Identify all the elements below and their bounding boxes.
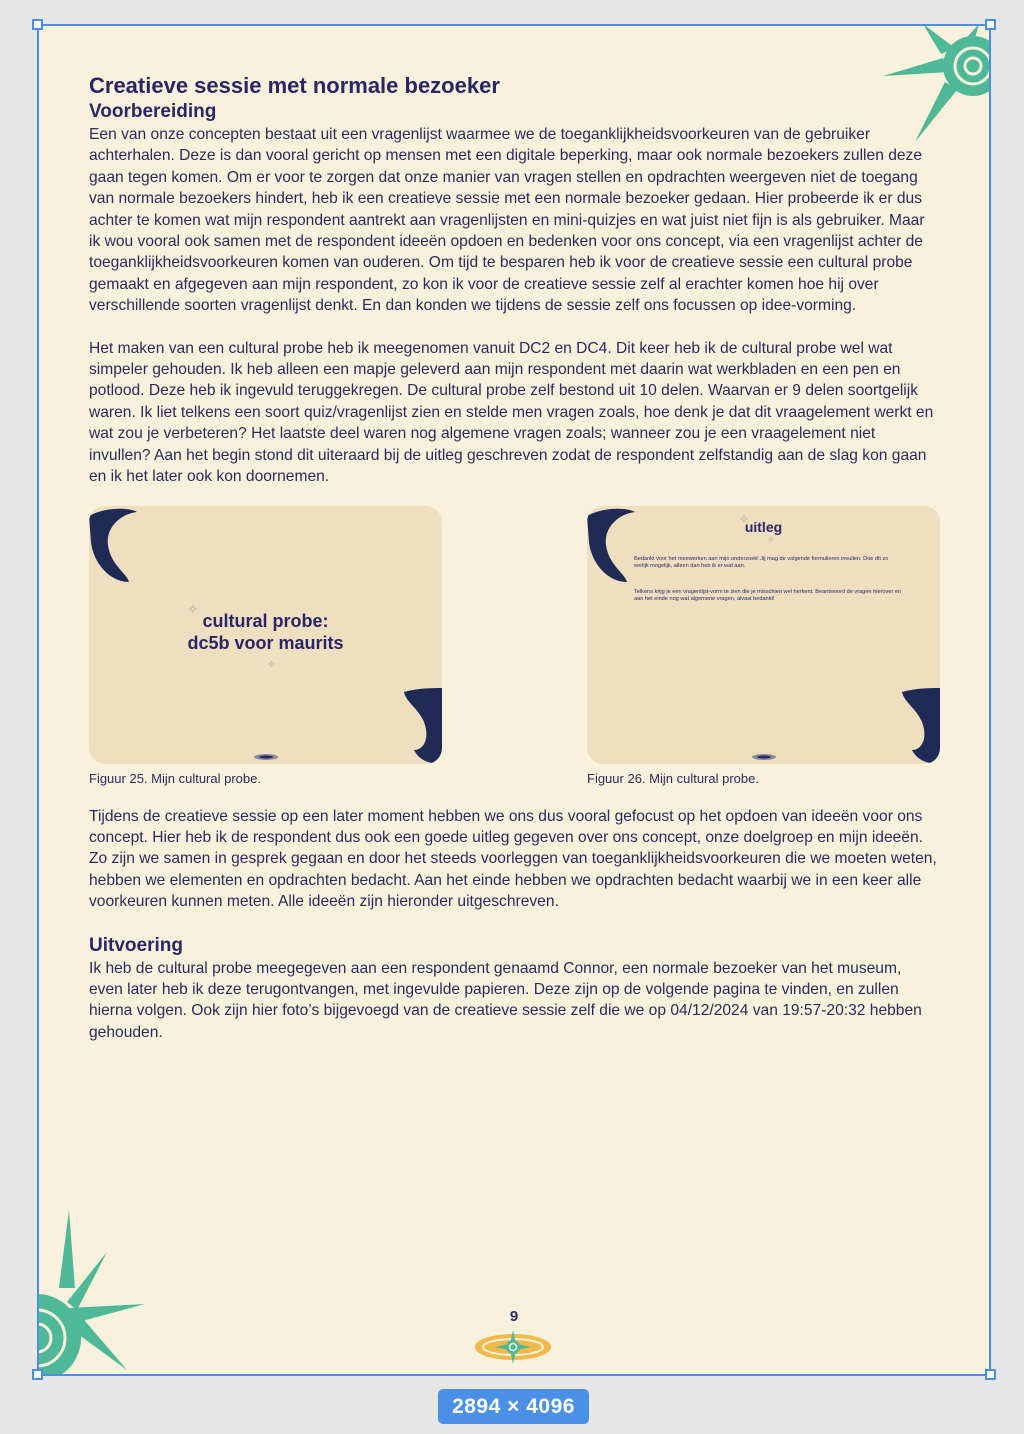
slide-text: Bedankt voor het meewerken aan mijn onderzoek! Jij mag de volgende formulieren invullen. Doe dit zo eerlijk mogelijk, alleen dan heb ik er wat aan. — [634, 555, 889, 569]
sparkle-icon: ✧ — [767, 534, 776, 546]
sparkle-icon: ✧ — [267, 658, 277, 671]
figure-row — [89, 506, 939, 806]
sparkle-icon: ✧ — [739, 511, 750, 526]
paragraph: Tijdens de creatieve sessie op een later moment hebben we ons dus vooral gefocust op het opdoen van ideeën voor ons concept. Hier heb ik de respondent dus ook een goede uitleg gegeven over ons concept, onze doelgroep en mijn ideeën. Zo zijn we samen in gesprek gegaan en door het steeds voorleggen van toeganklijkheidsvoorkeuren die we moeten weten, hebben we elementen en opdrachten bedacht. Aan het einde hebben we opdrachten bedacht waarbij we in een keer alle voorkeuren kunnen meten. Alle ideeën zijn hieronder uitgeschreven. — [89, 807, 937, 911]
swirl-decoration-icon — [898, 688, 940, 764]
paragraph: Ik heb de cultural probe meegegeven aan een respondent genaamd Connor, een normale bezoeker van het museum, even later heb ik deze terugontvangen, met ingevulde papieren. Deze zijn op de volgende pagina te vinden, en zullen hierna volgen. Ook zijn hier foto’s bijgevoegd van de creatieve sessie zelf die we op 04/12/2024 van 19:57-20:32 hebben gehouden. — [89, 959, 922, 1041]
resize-handle-bottom-right[interactable] — [985, 1369, 996, 1380]
slide-image — [587, 506, 940, 764]
slide-title — [89, 610, 442, 654]
sun-decoration-icon — [37, 1210, 149, 1376]
sparkle-icon: ✧ — [187, 600, 199, 617]
section-heading-uitvoering: Uitvoering — [89, 934, 183, 956]
document-content — [89, 72, 939, 1043]
slide-title: uitleg — [744, 518, 783, 535]
resize-handle-top-left[interactable] — [32, 19, 43, 30]
footer-logo-icon — [473, 1330, 553, 1364]
paragraph: Een van onze concepten bestaat uit een vragenlijst waarmee we de toeganklijkheidsvoorkeuren van de gebruiker achterhalen. Deze is dan vooral gericht op mensen met een digitale beperking, maar ook normale bezoekers zullen deze gaan tegen komen. Om er voor te zorgen dat onze manier van vragen stellen en opdrachten weergeven niet de toegang van normale bezoekers hindert, heb ik een creatieve sessie met een normale bezoeker gedaan. Hier probeerde ik er dus achter te komen wat mijn respondent aantrekt aan vragenlijsten en mini-quizjes en wat juist niet fijn is als gebruiker. Maar ik wou vooral ook samen met de respondent ideeën opdoen en bedenken voor ons concept, via een vragenlijst achter de toeganklijkheidsvoorkeuren komen van ouderen. Om tijd te besparen heb ik voor de creatieve sessie een cultural probe gemaakt en afgegeven aan mijn respondent, zo kon ik voor de creatieve sessie zelf al erachter komen hoe hij over verschillende soorten vragenlijst denkt. En dan konden we tijdens de sessie zelf ons focussen op idee-vorming. — [89, 126, 925, 315]
slide-image — [89, 506, 442, 764]
dimensions-badge: 2894 × 4096 — [438, 1389, 589, 1424]
section-heading-voorbereiding: Voorbereiding — [89, 101, 217, 122]
resize-handle-bottom-left[interactable] — [32, 1369, 43, 1380]
figure-26 — [587, 506, 940, 788]
paragraph: Het maken van een cultural probe heb ik meegenomen vanuit DC2 en DC4. Dit keer heb ik de cultural probe wel wat simpeler gehouden. Ik heb alleen een mapje geleverd aan mijn respondent met daarin wat werkbladen en een pen en potlood. Deze heb ik ingevuld teruggekregen. De cultural probe zelf bestond uit 10 delen. Waarvan er 9 delen soortgelijk waren. Ik liet telkens een soort quiz/vragenlijst zien en stelde men vragen zoals, hoe denk je dat dit vraagelement werkt en wat zou je verbeteren? Het laatste deel waren nog algemene vragen zoals; wanneer zou je een vraagelement niet invullen? Aan het begin stond dit uiteraard bij de uitleg geschreven zodat de respondent zelfstandig aan de slag kon gaan en ik het later ook kon doornemen. — [89, 339, 934, 486]
logo-icon — [253, 753, 279, 761]
figure-caption: Figuur 26. Mijn cultural probe. — [587, 770, 759, 786]
swirl-decoration-icon — [89, 506, 145, 584]
figure-25 — [89, 506, 442, 788]
swirl-decoration-icon — [400, 688, 442, 764]
slide-title-line: dc5b voor maurits — [187, 632, 344, 653]
logo-icon — [751, 753, 777, 761]
page-title: Creatieve sessie met normale bezoeker — [89, 73, 500, 98]
document-page — [37, 24, 991, 1376]
slide-text: Telkens krijg je een vragenlijst-vorm te zien die je misschien wel herkent. Beantwoord de vragen hierover en aan het einde nog wat algemene vragen, alvast bedankt! — [634, 588, 902, 602]
resize-handle-top-right[interactable] — [985, 19, 996, 30]
slide-title-line: cultural probe: — [202, 610, 329, 631]
figure-caption: Figuur 25. Mijn cultural probe. — [89, 770, 261, 786]
page-number: 9 — [509, 1308, 519, 1325]
